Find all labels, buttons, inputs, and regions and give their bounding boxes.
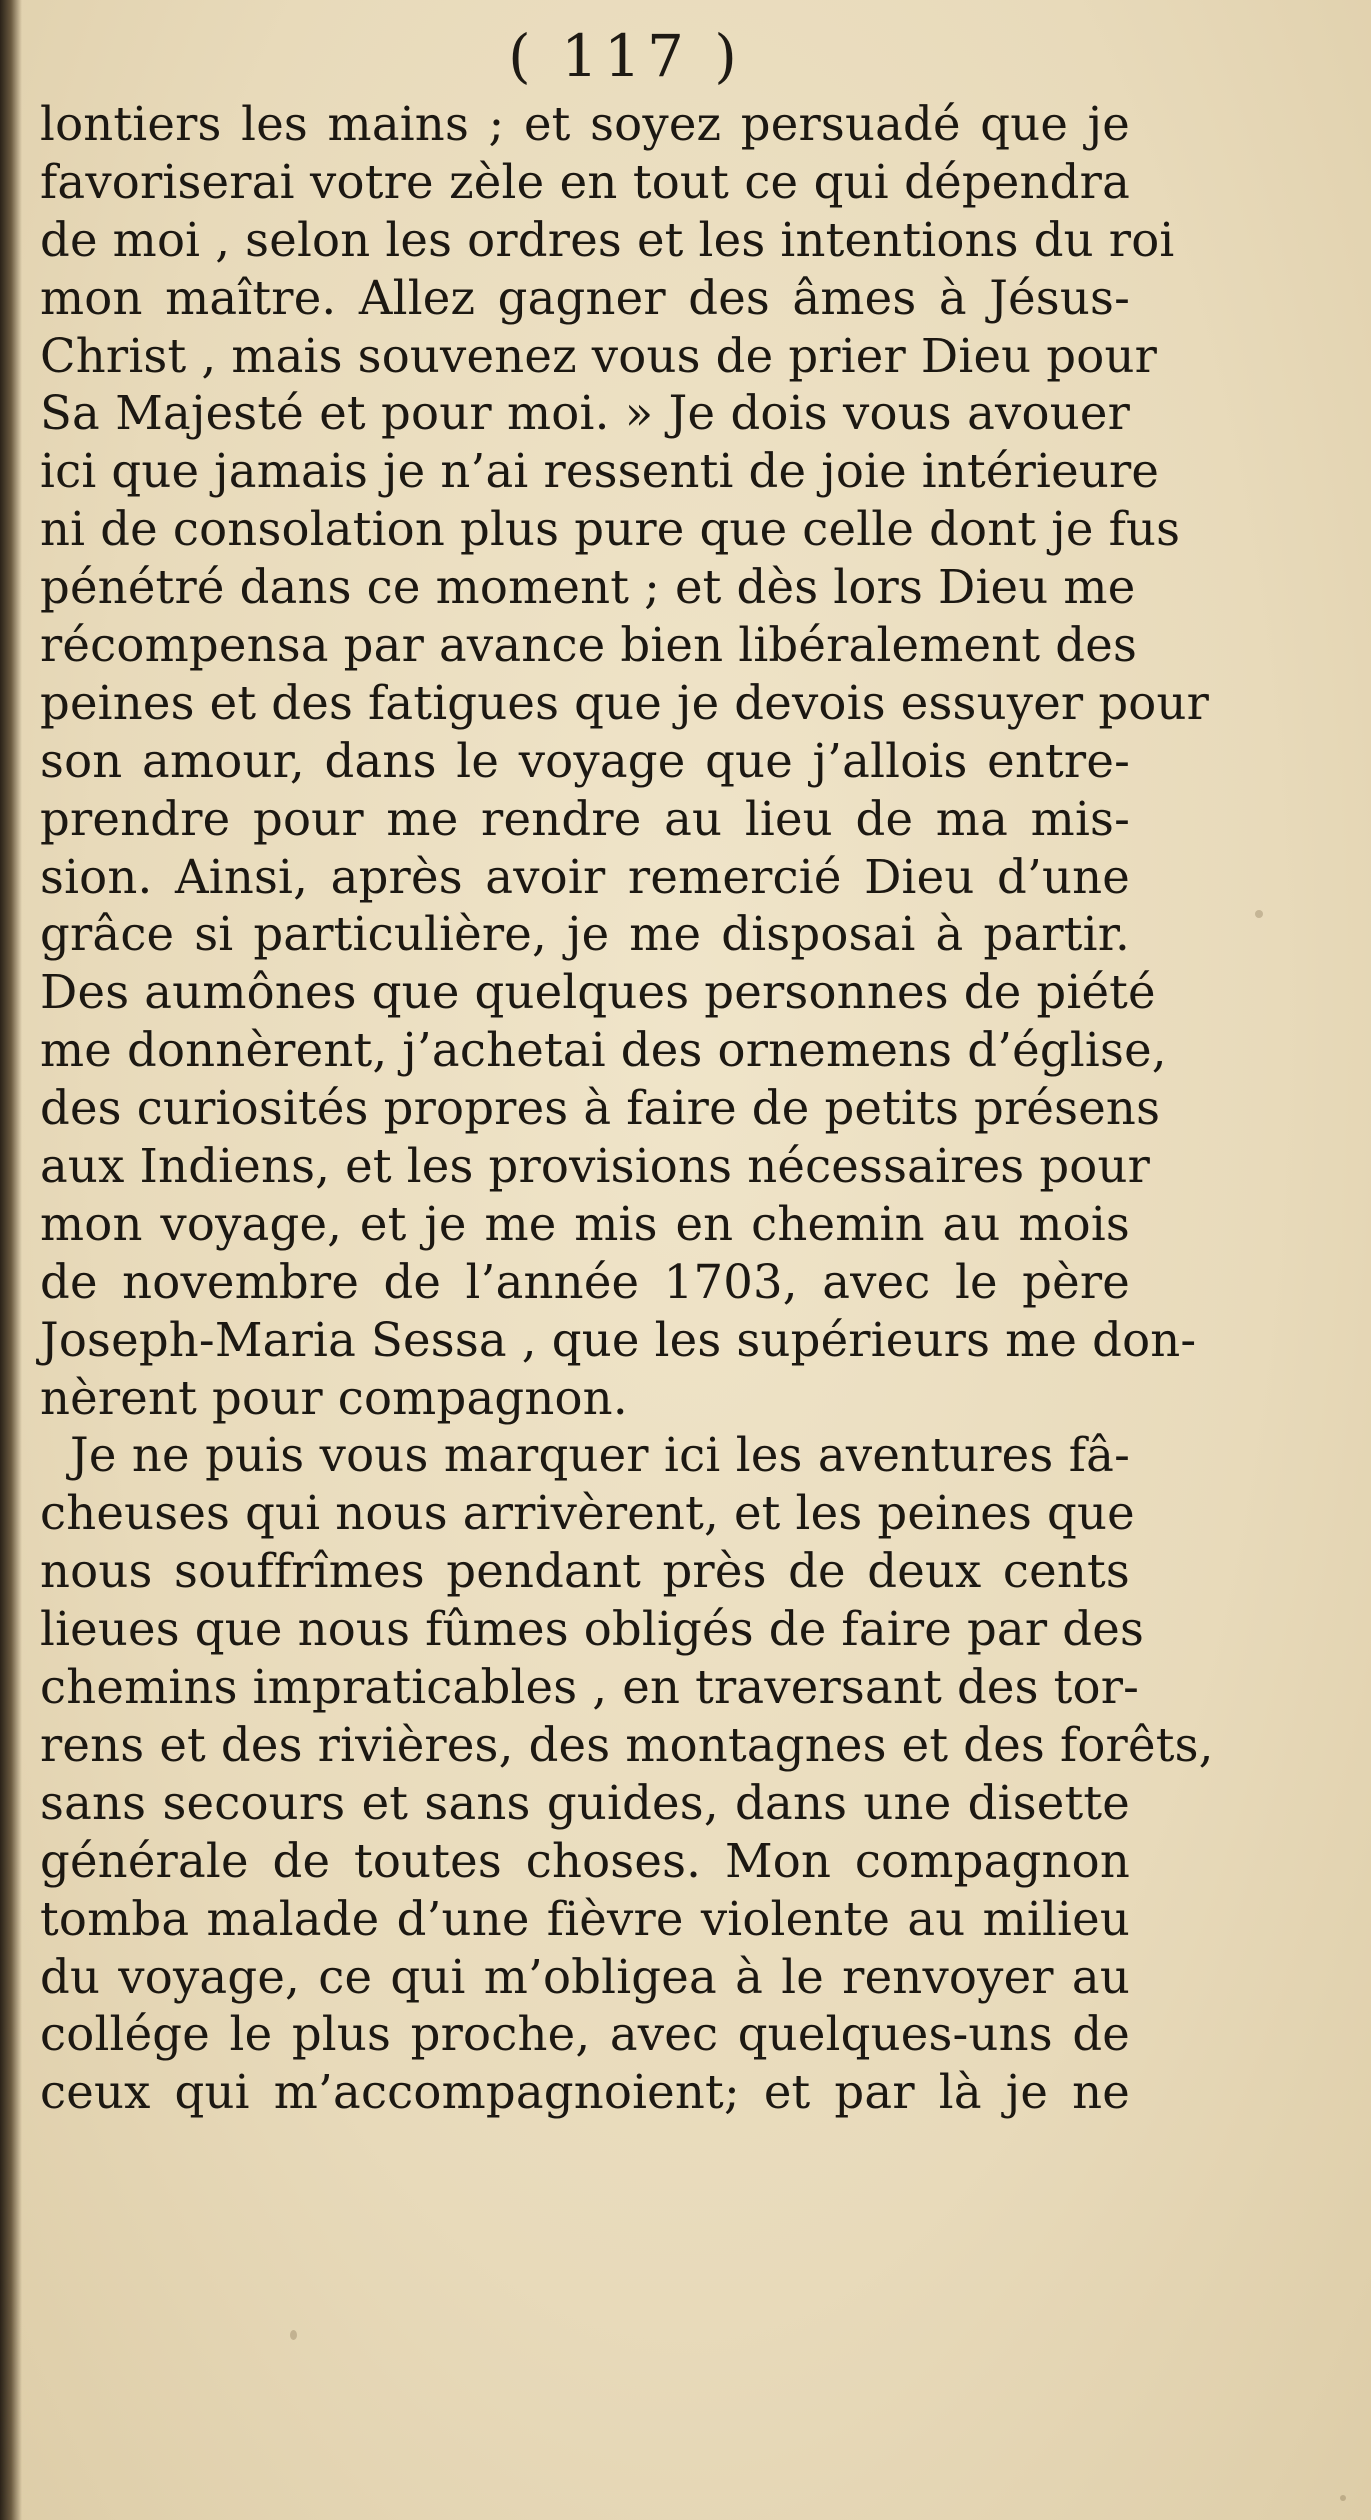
text-line: sion. Ainsi, après avoir remercié Dieu d’une bbox=[40, 849, 1130, 904]
page-gutter-edge bbox=[0, 0, 22, 2520]
text-line: générale de toutes choses. Mon compagnon bbox=[40, 1833, 1130, 1888]
body-text bbox=[40, 96, 1214, 2122]
text-line: grâce si particulière, je me disposai à partir. bbox=[40, 907, 1130, 962]
text-line: des curiosités propres à faire de petits présens bbox=[40, 1081, 1161, 1136]
text-line: Je ne puis vous marquer ici les aventures fâ- bbox=[70, 1428, 1130, 1483]
text-line: me donnèrent, j’achetai des ornemens d’église, bbox=[40, 1023, 1167, 1078]
text-line: lieues que nous fûmes obligés de faire par des bbox=[40, 1602, 1145, 1657]
text-line: Joseph-Maria Sessa , que les supérieurs me don- bbox=[40, 1312, 1197, 1367]
text-line: tomba malade d’une fièvre violente au milieu bbox=[40, 1891, 1130, 1946]
text-line: sans secours et sans guides, dans une disette bbox=[40, 1775, 1130, 1830]
paper-speck bbox=[1340, 2495, 1346, 2501]
text-line: récompensa par avance bien libéralement des bbox=[40, 618, 1138, 673]
text-line: ceux qui m’accompagnoient; et par là je ne bbox=[40, 2065, 1130, 2120]
text-line: Christ , mais souvenez vous de prier Dieu pour bbox=[40, 328, 1158, 383]
text-line: ici que jamais je n’ai ressenti de joie intérieure bbox=[40, 444, 1160, 499]
text-line: prendre pour me rendre au lieu de ma mis- bbox=[40, 791, 1130, 846]
text-line: ni de consolation plus pure que celle dont je fus bbox=[40, 502, 1181, 557]
text-line: nous souffrîmes pendant près de deux cents bbox=[40, 1544, 1130, 1599]
text-line: peines et des fatigues que je devois essuyer pour bbox=[40, 675, 1210, 730]
text-line: chemins impraticables , en traversant des tor- bbox=[40, 1660, 1140, 1715]
text-line: son amour, dans le voyage que j’allois entre- bbox=[40, 733, 1130, 788]
text-line: favoriserai votre zèle en tout ce qui dépendra bbox=[40, 154, 1130, 209]
text-line: mon voyage, et je me mis en chemin au mois bbox=[40, 1196, 1130, 1251]
text-line: pénétré dans ce moment ; et dès lors Dieu me bbox=[40, 560, 1136, 615]
text-line: mon maître. Allez gagner des âmes à Jésus- bbox=[40, 270, 1130, 325]
text-line: collége le plus proche, avec quelques-uns de bbox=[40, 2007, 1130, 2062]
text-line: rens et des rivières, des montagnes et des forêts, bbox=[40, 1717, 1214, 1772]
paper-speck bbox=[1255, 910, 1263, 918]
text-line: de novembre de l’année 1703, avec le père bbox=[40, 1254, 1130, 1309]
text-line: lontiers les mains ; et soyez persuadé que je bbox=[40, 97, 1130, 151]
paper-speck bbox=[290, 2330, 297, 2340]
text-line: cheuses qui nous arrivèrent, et les peines que bbox=[40, 1486, 1135, 1541]
text-line: de moi , selon les ordres et les intentions du roi bbox=[40, 212, 1175, 267]
text-line: nèrent pour compagnon. bbox=[40, 1370, 628, 1425]
text-line: Sa Majesté et pour moi. » Je dois vous avouer bbox=[40, 386, 1130, 441]
text-line: du voyage, ce qui m’obligea à le renvoyer au bbox=[40, 1949, 1130, 2004]
text-line: aux Indiens, et les provisions nécessaires pour bbox=[40, 1139, 1151, 1194]
page-number: ( 117 ) bbox=[508, 22, 743, 90]
text-line: Des aumônes que quelques personnes de piété bbox=[40, 965, 1156, 1020]
